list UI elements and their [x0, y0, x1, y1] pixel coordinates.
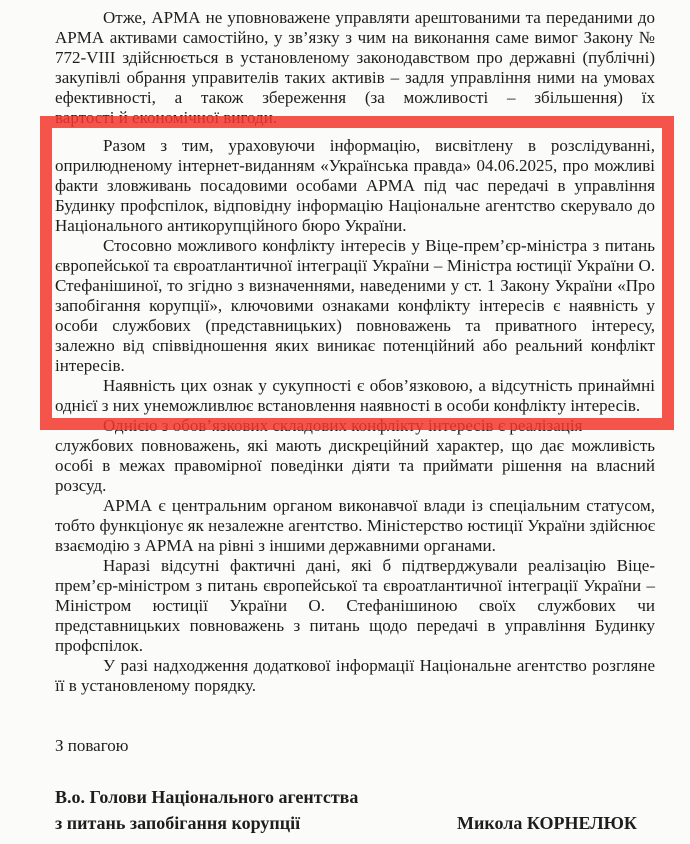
obscured-line-bottom: Однією з обов’язкових складових конфлікту інтересів є реалізація — [103, 416, 583, 435]
obscured-line-top: вартості й економічної вигоди. — [55, 108, 278, 127]
paragraph-intro: Отже, АРМА не уповноважене управляти арештованими та переданими до АРМА активами самостійно, у зв’язку з чим на виконання саме вимог Закону № 772-VIII здійснюється в установленому законодавством про державні (публічні) закупівлі обрання управителів таких активів – задля управління ними на умовах ефективності, а також збереження (за можливості – збільшення) їх — [55, 8, 655, 107]
signer-title-line1: В.о. Голови Національного агентства — [55, 787, 359, 807]
paragraph-no-factual-data: Наразі відсутні фактичні дані, які б підтверджували реалізацію Віце-прем’єр-міністром з питань європейської та євроатлантичної інтеграції України – Міністром юстиції України О. Стефанішиною своїх службових чи представницьких повноважень з питань щодо передачі в управління Будинку профспілок. — [55, 556, 655, 655]
paragraph-additional-info: У разі надходження додаткової інформації Національне агентство розгляне її в установленому порядку. — [55, 656, 655, 695]
boxed-paragraph-investigation: Разом з тим, ураховуючи інформацію, висвітлену в розслідуванні, оприлюдненому інтернет-виданням «Українська правда» 04.06.2025, про можливі факти зловживань посадовими особами АРМА під час передачі в управління Будинку профспілок, відповідну інформацію Національне агентство скерувало до Національного антикорупційного бюро України. — [55, 136, 655, 235]
signer-title — [55, 784, 358, 836]
paragraph-arma-status: АРМА є центральним органом виконавчої влади із спеціальним статусом, тобто функціонує як незалежне агентство. Міністерство юстиції України здійснює взаємодію з АРМА на рівні з іншими державними органами. — [55, 496, 655, 555]
boxed-paragraph-conflict-definition: Стосовно можливого конфлікту інтересів у Віце-прем’єр-міністра з питань європейської та євроатлантичної інтеграції України – Міністра юстиції України О. Стефанішиної, то згідно з визначеннями, наведеними у ст. 1 Закону України «Про запобігання корупції», ключовими ознаками конфлікту інтересів є наявність у особи службових (представницьких) повноважень та приватного інтересу, залежно від співвідношення яких виникає потенційний або реальний конфлікт інтересів. — [55, 236, 655, 375]
signature-block — [55, 784, 655, 836]
boxed-paragraph-conflict-signs: Наявність цих ознак у сукупності є обов’язковою, а відсутність принаймні однієї з них унеможливлює встановлення наявності в особи конфлікту інтересів. — [55, 376, 655, 415]
salutation: З повагою — [55, 736, 129, 755]
paragraph-discretionary-powers: службових повноважень, які мають дискреційний характер, що дає можливість особі в межах правомірної поведінки діяти та приймати рішення на власний розсуд. — [55, 436, 655, 495]
signer-name: Микола КОРНЕЛЮК — [457, 813, 637, 833]
signer-title-line2: з питань запобігання корупції — [55, 813, 301, 833]
red-highlight-box — [40, 116, 674, 430]
